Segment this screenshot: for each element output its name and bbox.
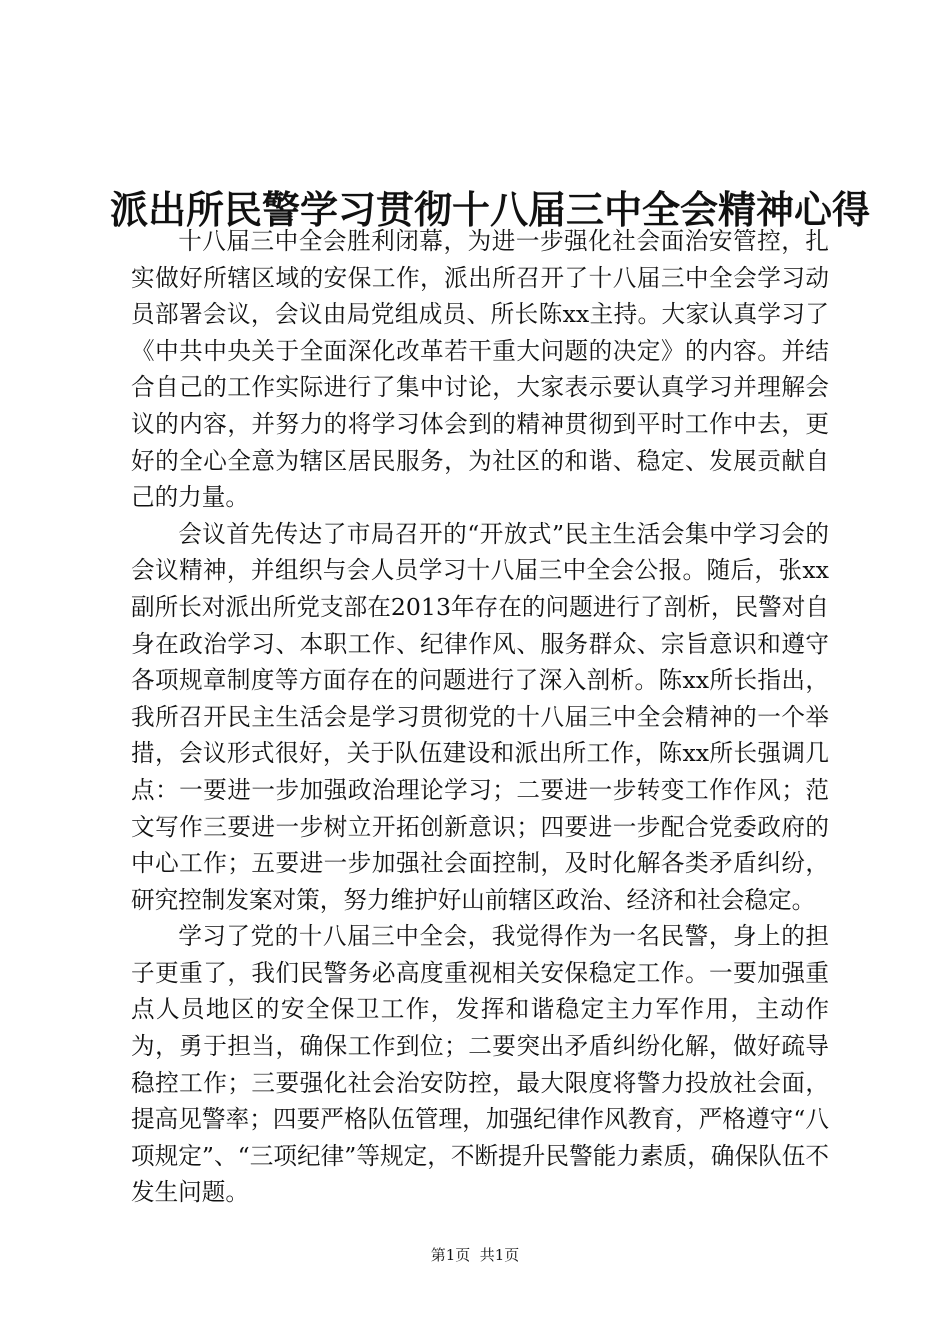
document-title: 派出所民警学习贯彻十八届三中全会精神心得 [110, 187, 871, 233]
paragraph-1: 十八届三中全会胜利闭幕，为进一步强化社会面治安管控，扎实做好所辖区域的安保工作，派出所召开了十八届三中全会学习动员部署会议，会议由局党组成员、所长陈xx主持。大家认真学习了《中共中央关于全面深化改革若干重大问题的决定》的内容。并结合自己的工作实际进行了集中讨论，大家表示要认真学习并理解会议的内容，并努力的将学习体会到的精神贯彻到平时工作中去，更好的全心全意为辖区居民服务，为社区的和谐、稳定、发展贡献自己的力量。 [131, 227, 829, 512]
document-body [131, 223, 829, 1211]
paragraph-2: 会议首先传达了市局召开的“开放式”民主生活会集中学习会的会议精神，并组织与会人员学习十八届三中全会公报。随后，张xx副所长对派出所党支部在2013年存在的问题进行了剖析，民警对自身在政治学习、本职工作、纪律作风、服务群众、宗旨意识和遵守各项规章制度等方面存在的问题进行了深入剖析。陈xx所长指出，我所召开民主生活会是学习贯彻党的十八届三中全会精神的一个举措，会议形式很好，关于队伍建设和派出所工作，陈xx所长强调几点：一要进一步加强政治理论学习；二要进一步转变工作作风；范文写作三要进一步树立开拓创新意识；四要进一步配合党委政府的中心工作；五要进一步加强社会面控制，及时化解各类矛盾纠纷，研究控制发案对策，努力维护好山前辖区政治、经济和社会稳定。 [131, 519, 829, 914]
page-number-footer: 第1页 共1页 [430, 1246, 520, 1264]
paragraph-3: 学习了党的十八届三中全会，我觉得作为一名民警，身上的担子更重了，我们民警务必高度重视相关安保稳定工作。一要加强重点人员地区的安全保卫工作，发挥和谐稳定主力军作用，主动作为，勇于担当，确保工作到位；二要突出矛盾纠纷化解，做好疏导稳控工作；三要强化社会治安防控，最大限度将警力投放社会面，提高见警率；四要严格队伍管理，加强纪律作风教育，严格遵守“八项规定”、“三项纪律”等规定，不断提升民警能力素质，确保队伍不发生问题。 [131, 922, 829, 1207]
